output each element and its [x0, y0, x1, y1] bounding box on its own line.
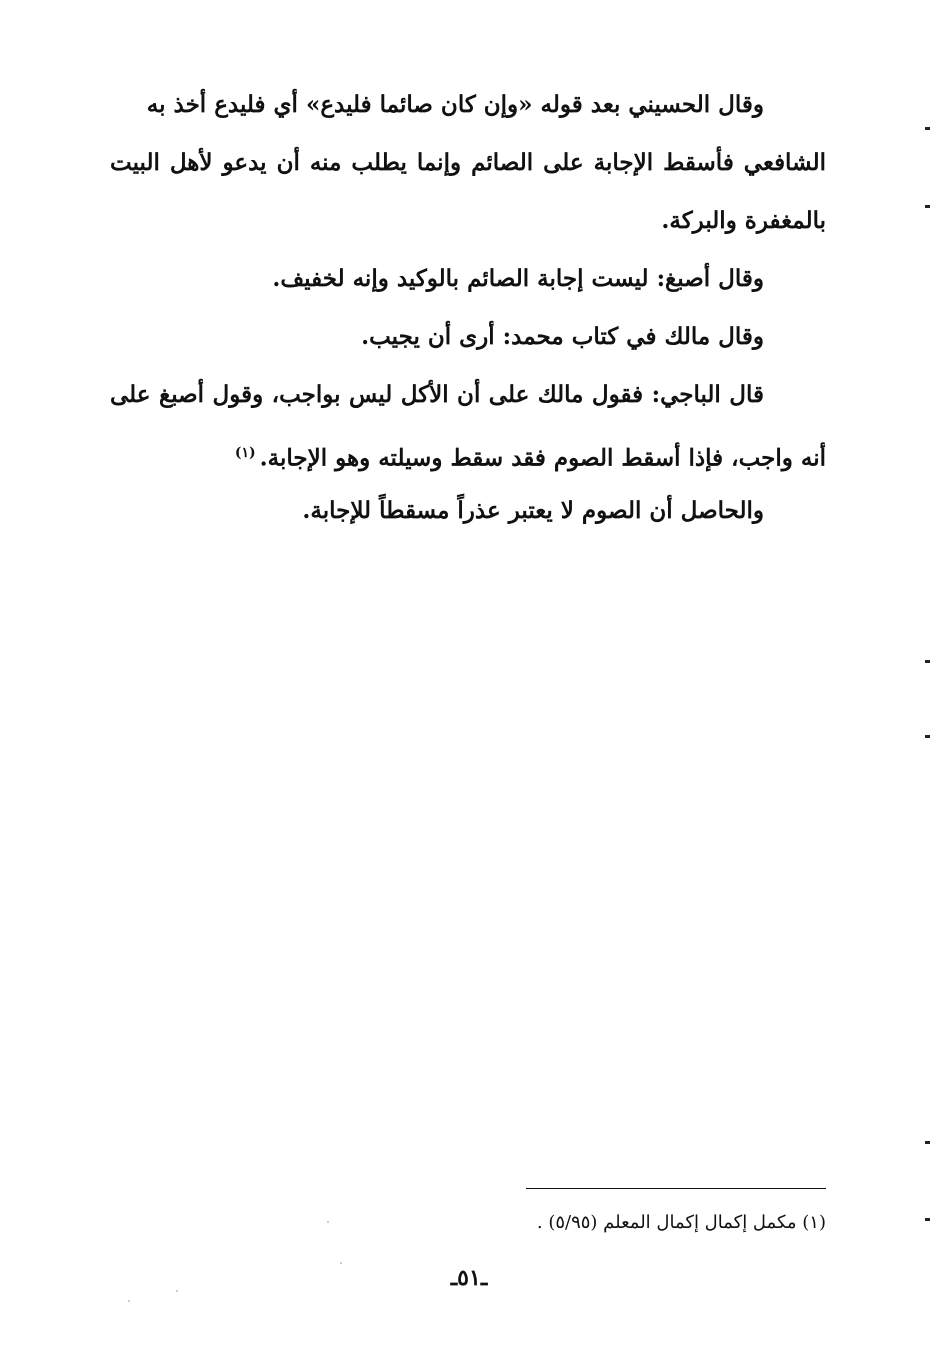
paragraph-line: الشافعي فأسقط الإجابة على الصائم وإنما يطلب منه أن يدعو لأهل البيت — [110, 149, 826, 176]
scan-speck — [128, 1300, 130, 1302]
scan-mark — [925, 205, 930, 208]
paragraph-line: وقال مالك في كتاب محمد: أرى أن يجيب. — [361, 323, 764, 350]
paragraph-line — [110, 424, 826, 482]
page-number: ـ٥١ـ — [450, 1265, 488, 1291]
footnote: (١) مكمل إكمال إكمال المعلم (٥/٩٥) . — [536, 1212, 826, 1233]
scan-speck — [176, 1290, 178, 1292]
scan-speck — [340, 1262, 342, 1264]
scan-speck — [327, 1221, 329, 1223]
paragraph-line: قال الباجي: فقول مالك على أن الأكل ليس بواجب، وقول أصبغ على — [110, 381, 764, 408]
scan-mark — [925, 735, 930, 738]
footnote-reference: (١) — [234, 445, 256, 461]
scan-mark — [925, 1141, 930, 1144]
paragraph-line: والحاصل أن الصوم لا يعتبر عذراً مسقطاً للإجابة. — [302, 497, 764, 524]
footnote-separator — [526, 1188, 826, 1189]
paragraph-line: وقال أصبغ: ليست إجابة الصائم بالوكيد وإنه لخفيف. — [272, 265, 764, 292]
scan-mark — [925, 660, 930, 663]
body-text — [110, 76, 826, 540]
paragraph-line-text: أنه واجب، فإذا أسقط الصوم فقد سقط وسيلته وهو الإجابة. — [259, 444, 826, 472]
scan-mark — [925, 1218, 930, 1221]
paragraph-line: بالمغفرة والبركة. — [661, 207, 826, 234]
paragraph-line: وقال الحسيني بعد قوله «وإن كان صائما فليدع» أي فليدع أخذ به — [146, 91, 764, 118]
scan-mark — [925, 127, 930, 130]
